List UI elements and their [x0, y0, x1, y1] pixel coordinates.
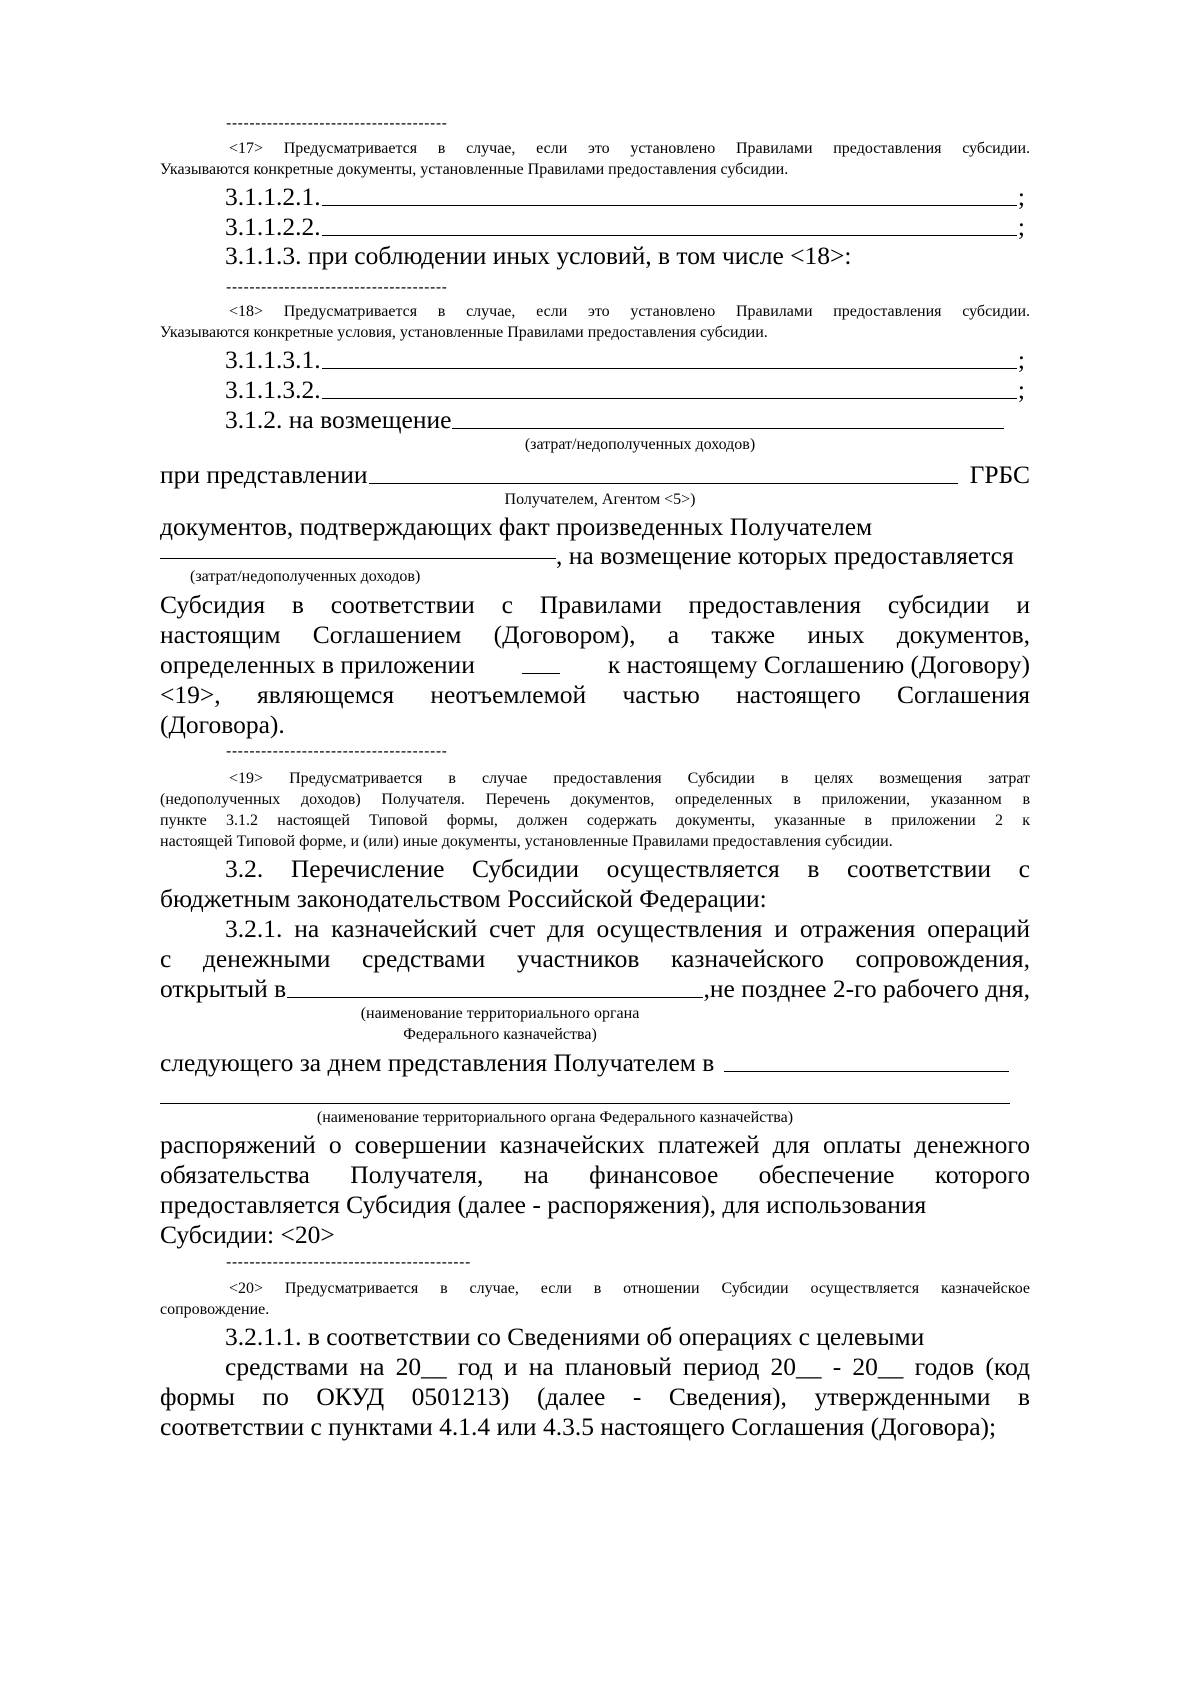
appendix-number-blank[interactable]: [522, 673, 560, 674]
para-line: распоряжений о совершении казначейских платежей для оплаты денежного: [160, 1130, 1030, 1159]
item-label: 3.1.2. на возмещение: [225, 405, 452, 434]
footnote-18-line-2: Указываются конкретные условия, установленные Правилами предоставления субсидии.: [160, 324, 768, 341]
item-number: 3.1.1.2.2.: [225, 212, 321, 241]
para-line: предоставляется Субсидия (далее - распоряжения), для использования: [160, 1190, 927, 1219]
fill-in-blank[interactable]: [322, 368, 1017, 369]
fill-in-blank[interactable]: [724, 1071, 1009, 1072]
item-3-2-1-1-line: 3.2.1.1. в соответствии со Сведениями об операциях с целевыми: [225, 1322, 925, 1351]
grbs-text: ГРБС: [969, 460, 1030, 489]
item-3-2-1-1-line: соответствии с пунктами 4.1.4 или 4.3.5 настоящего Соглашения (Договора);: [160, 1412, 997, 1441]
para-line: <19>, являющемся неотъемлемой частью настоящего Соглашения: [160, 680, 1030, 709]
footnote-19-line: пункте 3.1.2 настоящей Типовой формы, должен содержать документы, указанные в приложении 2 к: [160, 812, 1030, 829]
item-3-1-1-3-2: [225, 374, 1025, 405]
item-3-1-1-2-1: [225, 181, 1025, 212]
semicolon: ;: [1017, 212, 1025, 241]
para-line: [160, 649, 1030, 680]
footnote-19-line: настоящей Типовой форме, и (или) иные документы, установленные Правилами предоставления субсидии.: [160, 833, 893, 850]
footnote-17-line-2: Указываются конкретные документы, установленные Правилами предоставления субсидии.: [160, 161, 789, 178]
item-3-1-1-3: 3.1.1.3. при соблюдении иных условий, в том числе <18>:: [225, 241, 852, 270]
footnote-19-line: (недополученных доходов) Получателя. Перечень документов, определенных в приложении, указанном в: [160, 791, 1030, 808]
opened-in-line: [160, 973, 1030, 1004]
caption-treasury-a: (наименование территориального органа: [360, 1005, 640, 1022]
footnote-separator: --------------------------------------: [226, 279, 448, 296]
item-3-2-line: 3.2. Перечисление Субсидии осуществляется в соответствии с: [225, 854, 1030, 883]
fill-in-blank[interactable]: [322, 398, 1017, 399]
footnote-17-line-1: <17> Предусматривается в случае, если это установлено Правилами предоставления субсидии.: [229, 140, 1030, 157]
caption-treasury-b: Федерального казначейства): [403, 1026, 597, 1043]
para-text: к настоящему Соглашению (Договору): [607, 650, 1031, 679]
fill-in-blank[interactable]: [160, 558, 556, 559]
fill-in-blank[interactable]: [452, 428, 1004, 429]
footnote-separator: --------------------------------------: [226, 115, 448, 132]
semicolon: ;: [1017, 182, 1025, 211]
presentation-text: при представлении: [160, 460, 368, 489]
item-number: 3.1.1.2.1.: [225, 182, 321, 211]
fill-in-blank[interactable]: [322, 235, 1017, 236]
fill-in-blank[interactable]: [369, 483, 958, 484]
caption-recipient-agent: Получателем, Агентом <5>): [504, 491, 696, 508]
para-line: Субсидия в соответствии с Правилами предоставления субсидии и: [160, 590, 1030, 619]
footnote-19-line: <19> Предусматривается в случае предоставления Субсидии в целях возмещения затрат: [229, 770, 1030, 787]
refund-tail: , на возмещение которых предоставляется: [556, 541, 1014, 570]
following-line: [160, 1047, 1010, 1078]
para-line: обязательства Получателя, на финансовое обеспечение которого: [160, 1160, 1030, 1189]
deadline-text: ,не позднее 2-го рабочего дня,: [703, 974, 1030, 1003]
footnote-separator: --------------------------------------: [226, 743, 448, 760]
caption-costs-2: (затрат/недополученных доходов): [190, 568, 421, 585]
item-3-2-1-1-line: формы по ОКУД 0501213) (далее - Сведения), утвержденными в: [160, 1382, 1030, 1411]
item-3-1-2: [225, 404, 1005, 435]
caption-treasury-c: (наименование территориального органа Федерального казначейства): [316, 1109, 794, 1126]
footnote-separator: ------------------------------------------: [226, 1254, 471, 1271]
item-number: 3.1.1.3.2.: [225, 375, 321, 404]
para-line: Субсидии: <20>: [160, 1220, 335, 1249]
footnote-20-line-1: <20> Предусматривается в случае, если в отношении Субсидии осуществляется казначейское: [229, 1280, 1030, 1297]
item-3-2-1-1-line: средствами на 20__ год и на плановый период 20__ - 20__ годов (код: [225, 1352, 1030, 1381]
item-3-2-1-line: 3.2.1. на казначейский счет для осуществления и отражения операций: [225, 914, 1030, 943]
item-3-1-1-2-2: [225, 211, 1025, 242]
fill-in-blank-full-line[interactable]: [160, 1103, 1010, 1104]
caption-costs: (затрат/недополученных доходов): [524, 436, 756, 453]
semicolon: ;: [1017, 345, 1025, 374]
para-text: определенных в приложении: [160, 650, 475, 679]
item-3-1-1-3-1: [225, 344, 1025, 375]
footnote-20-line-2: сопровождение.: [160, 1301, 270, 1318]
opened-in-text: открытый в: [160, 974, 287, 1003]
footnote-18-line-1: <18> Предусматривается в случае, если это установлено Правилами предоставления субсидии.: [229, 303, 1030, 320]
presentation-line: [160, 459, 1030, 490]
para-line: (Договора).: [160, 710, 285, 739]
fill-in-blank[interactable]: [322, 205, 1017, 206]
semicolon: ;: [1017, 375, 1025, 404]
fill-in-blank[interactable]: [287, 997, 702, 998]
following-text: следующего за днем представления Получателем в: [160, 1048, 715, 1077]
item-number: 3.1.1.3.1.: [225, 345, 321, 374]
item-3-2-line: бюджетным законодательством Российской Федерации:: [160, 884, 767, 913]
item-3-2-1-line: с денежными средствами участников казначейского сопровождения,: [160, 944, 1030, 973]
docs-line: документов, подтверждающих факт произведенных Получателем: [160, 512, 873, 541]
para-line: настоящим Соглашением (Договором), а также иных документов,: [160, 620, 1030, 649]
